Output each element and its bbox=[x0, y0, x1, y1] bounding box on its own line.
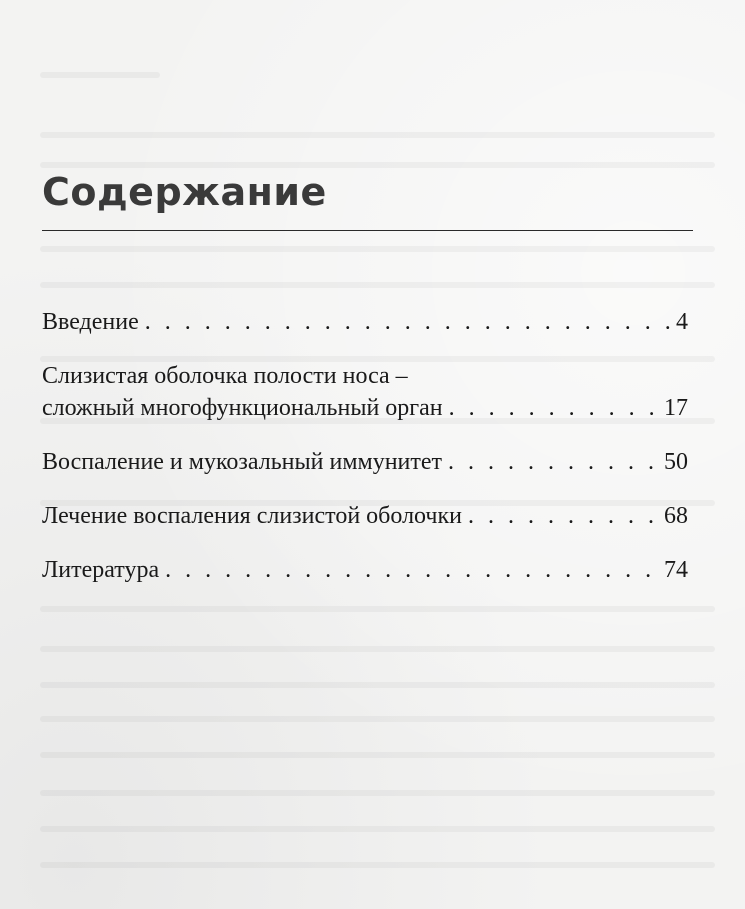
toc-entry-page: 4 bbox=[676, 309, 688, 335]
toc-entry bbox=[42, 500, 688, 532]
dot-leader bbox=[449, 392, 658, 424]
toc-entry-title: Введение bbox=[42, 309, 139, 335]
toc-entry bbox=[42, 554, 688, 586]
toc-entry-title-cont: сложный многофункциональный орган bbox=[42, 395, 443, 421]
toc-entry-page: 50 bbox=[664, 449, 688, 475]
toc-entry-page: 68 bbox=[664, 503, 688, 529]
toc-entry-title: Воспаление и мукозальный иммунитет bbox=[42, 449, 443, 475]
toc-entry bbox=[42, 306, 688, 338]
page-title: Содержание bbox=[42, 170, 327, 214]
dot-leader bbox=[145, 306, 670, 338]
dot-leader bbox=[468, 500, 658, 532]
toc-entry-title: Литература bbox=[42, 557, 160, 583]
toc-entry-page: 74 bbox=[664, 557, 688, 583]
toc-entry-page: 17 bbox=[664, 395, 688, 421]
table-of-contents bbox=[42, 306, 688, 608]
dot-leader bbox=[165, 554, 658, 586]
toc-entry bbox=[42, 360, 688, 424]
toc-entry-title: Лечение воспаления слизистой оболочки bbox=[42, 503, 462, 529]
dot-leader bbox=[448, 446, 658, 478]
toc-entry bbox=[42, 446, 688, 478]
toc-entry-title: Слизистая оболочка полости носа – bbox=[42, 363, 408, 389]
title-divider bbox=[42, 230, 693, 231]
